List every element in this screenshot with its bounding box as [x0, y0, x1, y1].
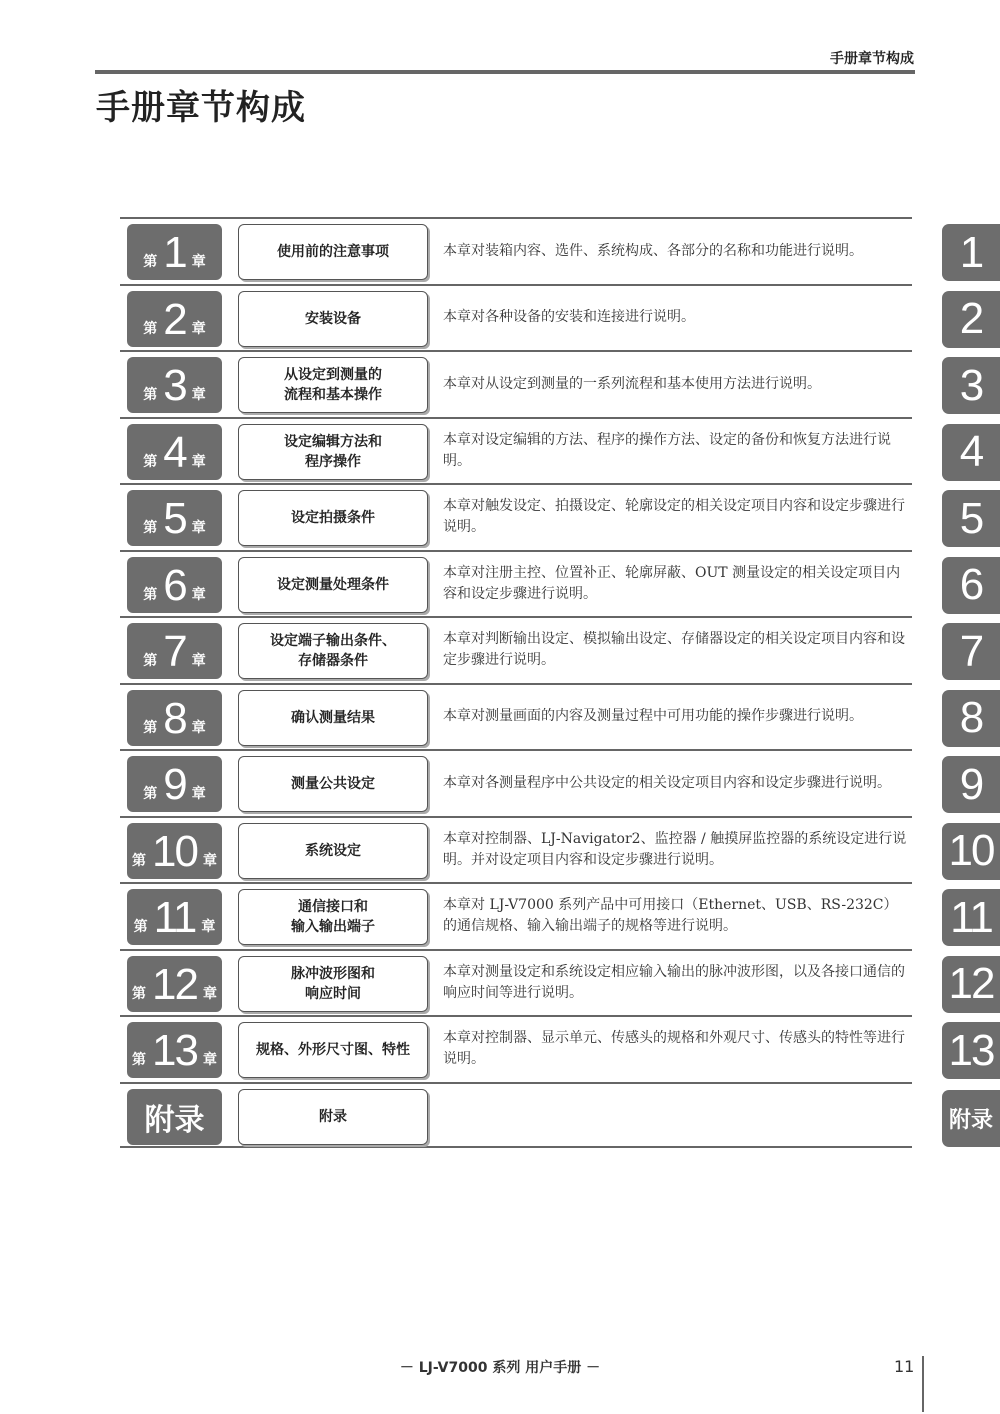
chapter-row-9[interactable] — [120, 749, 912, 816]
chapter-badge: 第 10 章 — [127, 823, 222, 879]
chapter-row-13[interactable] — [120, 1015, 912, 1082]
chapter-badge: 第 13 章 — [127, 1022, 222, 1078]
chapter-row-11[interactable] — [120, 882, 912, 949]
chapter-row-5[interactable] — [120, 483, 912, 550]
chapter-description: 本章对 LJ-V7000 系列产品中可用接口（Ethernet、USB、RS-232C）的通信规格、输入输出端子的规格等进行说明。 — [443, 897, 898, 935]
chapter-badge: 第 8 章 — [127, 690, 222, 746]
chapter-title[interactable]: 测量公共设定 — [238, 756, 428, 812]
page-number: 11 — [894, 1357, 915, 1376]
footer-rule — [922, 1356, 924, 1412]
chapter-title[interactable]: 使用前的注意事项 — [238, 224, 428, 280]
side-tab-8[interactable]: 8 — [942, 690, 1000, 747]
chapter-title[interactable]: 脉冲波形图和 响应时间 — [238, 956, 428, 1012]
chapter-description: 本章对装箱内容、选件、系统构成、各部分的名称和功能进行说明。 — [443, 242, 863, 259]
appendix-badge: 附录 — [127, 1089, 222, 1145]
chapter-description: 本章对各种设备的安装和连接进行说明。 — [443, 309, 695, 326]
chapter-title[interactable]: 设定编辑方法和 程序操作 — [238, 424, 428, 480]
chapter-title[interactable]: 设定拍摄条件 — [238, 490, 428, 546]
chapter-row-2[interactable] — [120, 284, 912, 351]
chapter-title[interactable]: 设定端子输出条件、 存储器条件 — [238, 623, 428, 679]
chapter-description: 本章对测量设定和系统设定相应输入输出的脉冲波形图，以及各接口通信的响应时间等进行说明。 — [443, 963, 905, 1001]
chapter-row-3[interactable] — [120, 350, 912, 417]
chapter-row-6[interactable] — [120, 550, 912, 617]
chapter-description: 本章对各测量程序中公共设定的相关设定项目内容和设定步骤进行说明。 — [443, 774, 891, 791]
side-tab-9[interactable]: 9 — [942, 756, 1000, 813]
chapter-title[interactable]: 系统设定 — [238, 823, 428, 879]
chapter-row-12[interactable] — [120, 949, 912, 1016]
chapter-table — [120, 217, 912, 1148]
side-tab-4[interactable]: 4 — [942, 424, 1000, 481]
page-title: 手册章节构成 — [96, 88, 306, 128]
side-tab-3[interactable]: 3 — [942, 357, 1000, 414]
header-rule — [95, 70, 915, 74]
side-tab-1[interactable]: 1 — [942, 224, 1000, 281]
chapter-title[interactable]: 通信接口和 输入输出端子 — [238, 889, 428, 945]
chapter-description: 本章对设定编辑的方法、程序的操作方法、设定的备份和恢复方法进行说明。 — [443, 431, 891, 469]
chapter-badge: 第 2 章 — [127, 291, 222, 347]
chapter-badge: 第 6 章 — [127, 557, 222, 613]
chapter-badge: 第 4 章 — [127, 424, 222, 480]
side-tab-7[interactable]: 7 — [942, 623, 1000, 680]
chapter-row-4[interactable] — [120, 417, 912, 484]
chapter-description: 本章对判断输出设定、模拟输出设定、存储器设定的相关设定项目内容和设定步骤进行说明。 — [443, 631, 905, 669]
running-header: 手册章节构成 — [830, 51, 914, 67]
chapter-row-appendix[interactable] — [120, 1082, 912, 1149]
chapter-title[interactable]: 安装设备 — [238, 291, 428, 347]
chapter-row-10[interactable] — [120, 816, 912, 883]
chapter-title[interactable]: 确认测量结果 — [238, 690, 428, 746]
chapter-badge: 第 12 章 — [127, 956, 222, 1012]
footer-manual-title: － LJ-V7000 系列 用户手册 － — [399, 1360, 601, 1376]
appendix-title[interactable]: 附录 — [238, 1089, 428, 1145]
chapter-description: 本章对从设定到测量的一系列流程和基本使用方法进行说明。 — [443, 375, 821, 392]
chapter-description: 本章对触发设定、拍摄设定、轮廓设定的相关设定项目内容和设定步骤进行说明。 — [443, 498, 905, 536]
chapter-badge: 第 9 章 — [127, 756, 222, 812]
side-tab-13[interactable]: 13 — [942, 1022, 1000, 1079]
chapter-badge: 第 11 章 — [127, 889, 222, 945]
appendix-description — [443, 1084, 909, 1147]
chapter-description: 本章对注册主控、位置补正、轮廓屏蔽、OUT 测量设定的相关设定项目内容和设定步骤进行说明。 — [443, 564, 901, 602]
chapter-title[interactable]: 设定测量处理条件 — [238, 557, 428, 613]
chapter-row-1[interactable] — [120, 217, 912, 284]
chapter-description: 本章对控制器、显示单元、传感头的规格和外观尺寸、传感头的特性等进行说明。 — [443, 1030, 905, 1068]
chapter-badge: 第 5 章 — [127, 490, 222, 546]
side-tab-11[interactable]: 11 — [942, 889, 1000, 946]
chapter-description: 本章对控制器、LJ-Navigator2、监控器 / 触摸屏监控器的系统设定进行说明。并对设定项目内容和设定步骤进行说明。 — [443, 830, 907, 868]
chapter-row-8[interactable] — [120, 683, 912, 750]
side-tab-6[interactable]: 6 — [942, 557, 1000, 614]
side-tab-5[interactable]: 5 — [942, 490, 1000, 547]
chapter-badge: 第 3 章 — [127, 357, 222, 413]
chapter-title[interactable]: 规格、外形尺寸图、特性 — [238, 1022, 428, 1078]
chapter-row-7[interactable] — [120, 616, 912, 683]
side-tab-10[interactable]: 10 — [942, 823, 1000, 880]
chapter-title[interactable]: 从设定到测量的 流程和基本操作 — [238, 357, 428, 413]
chapter-badge: 第 1 章 — [127, 224, 222, 280]
side-tab-appendix[interactable]: 附录 — [942, 1090, 1000, 1147]
side-tab-12[interactable]: 12 — [942, 956, 1000, 1013]
side-tab-2[interactable]: 2 — [942, 291, 1000, 348]
chapter-badge: 第 7 章 — [127, 623, 222, 679]
chapter-description: 本章对测量画面的内容及测量过程中可用功能的操作步骤进行说明。 — [443, 708, 863, 725]
